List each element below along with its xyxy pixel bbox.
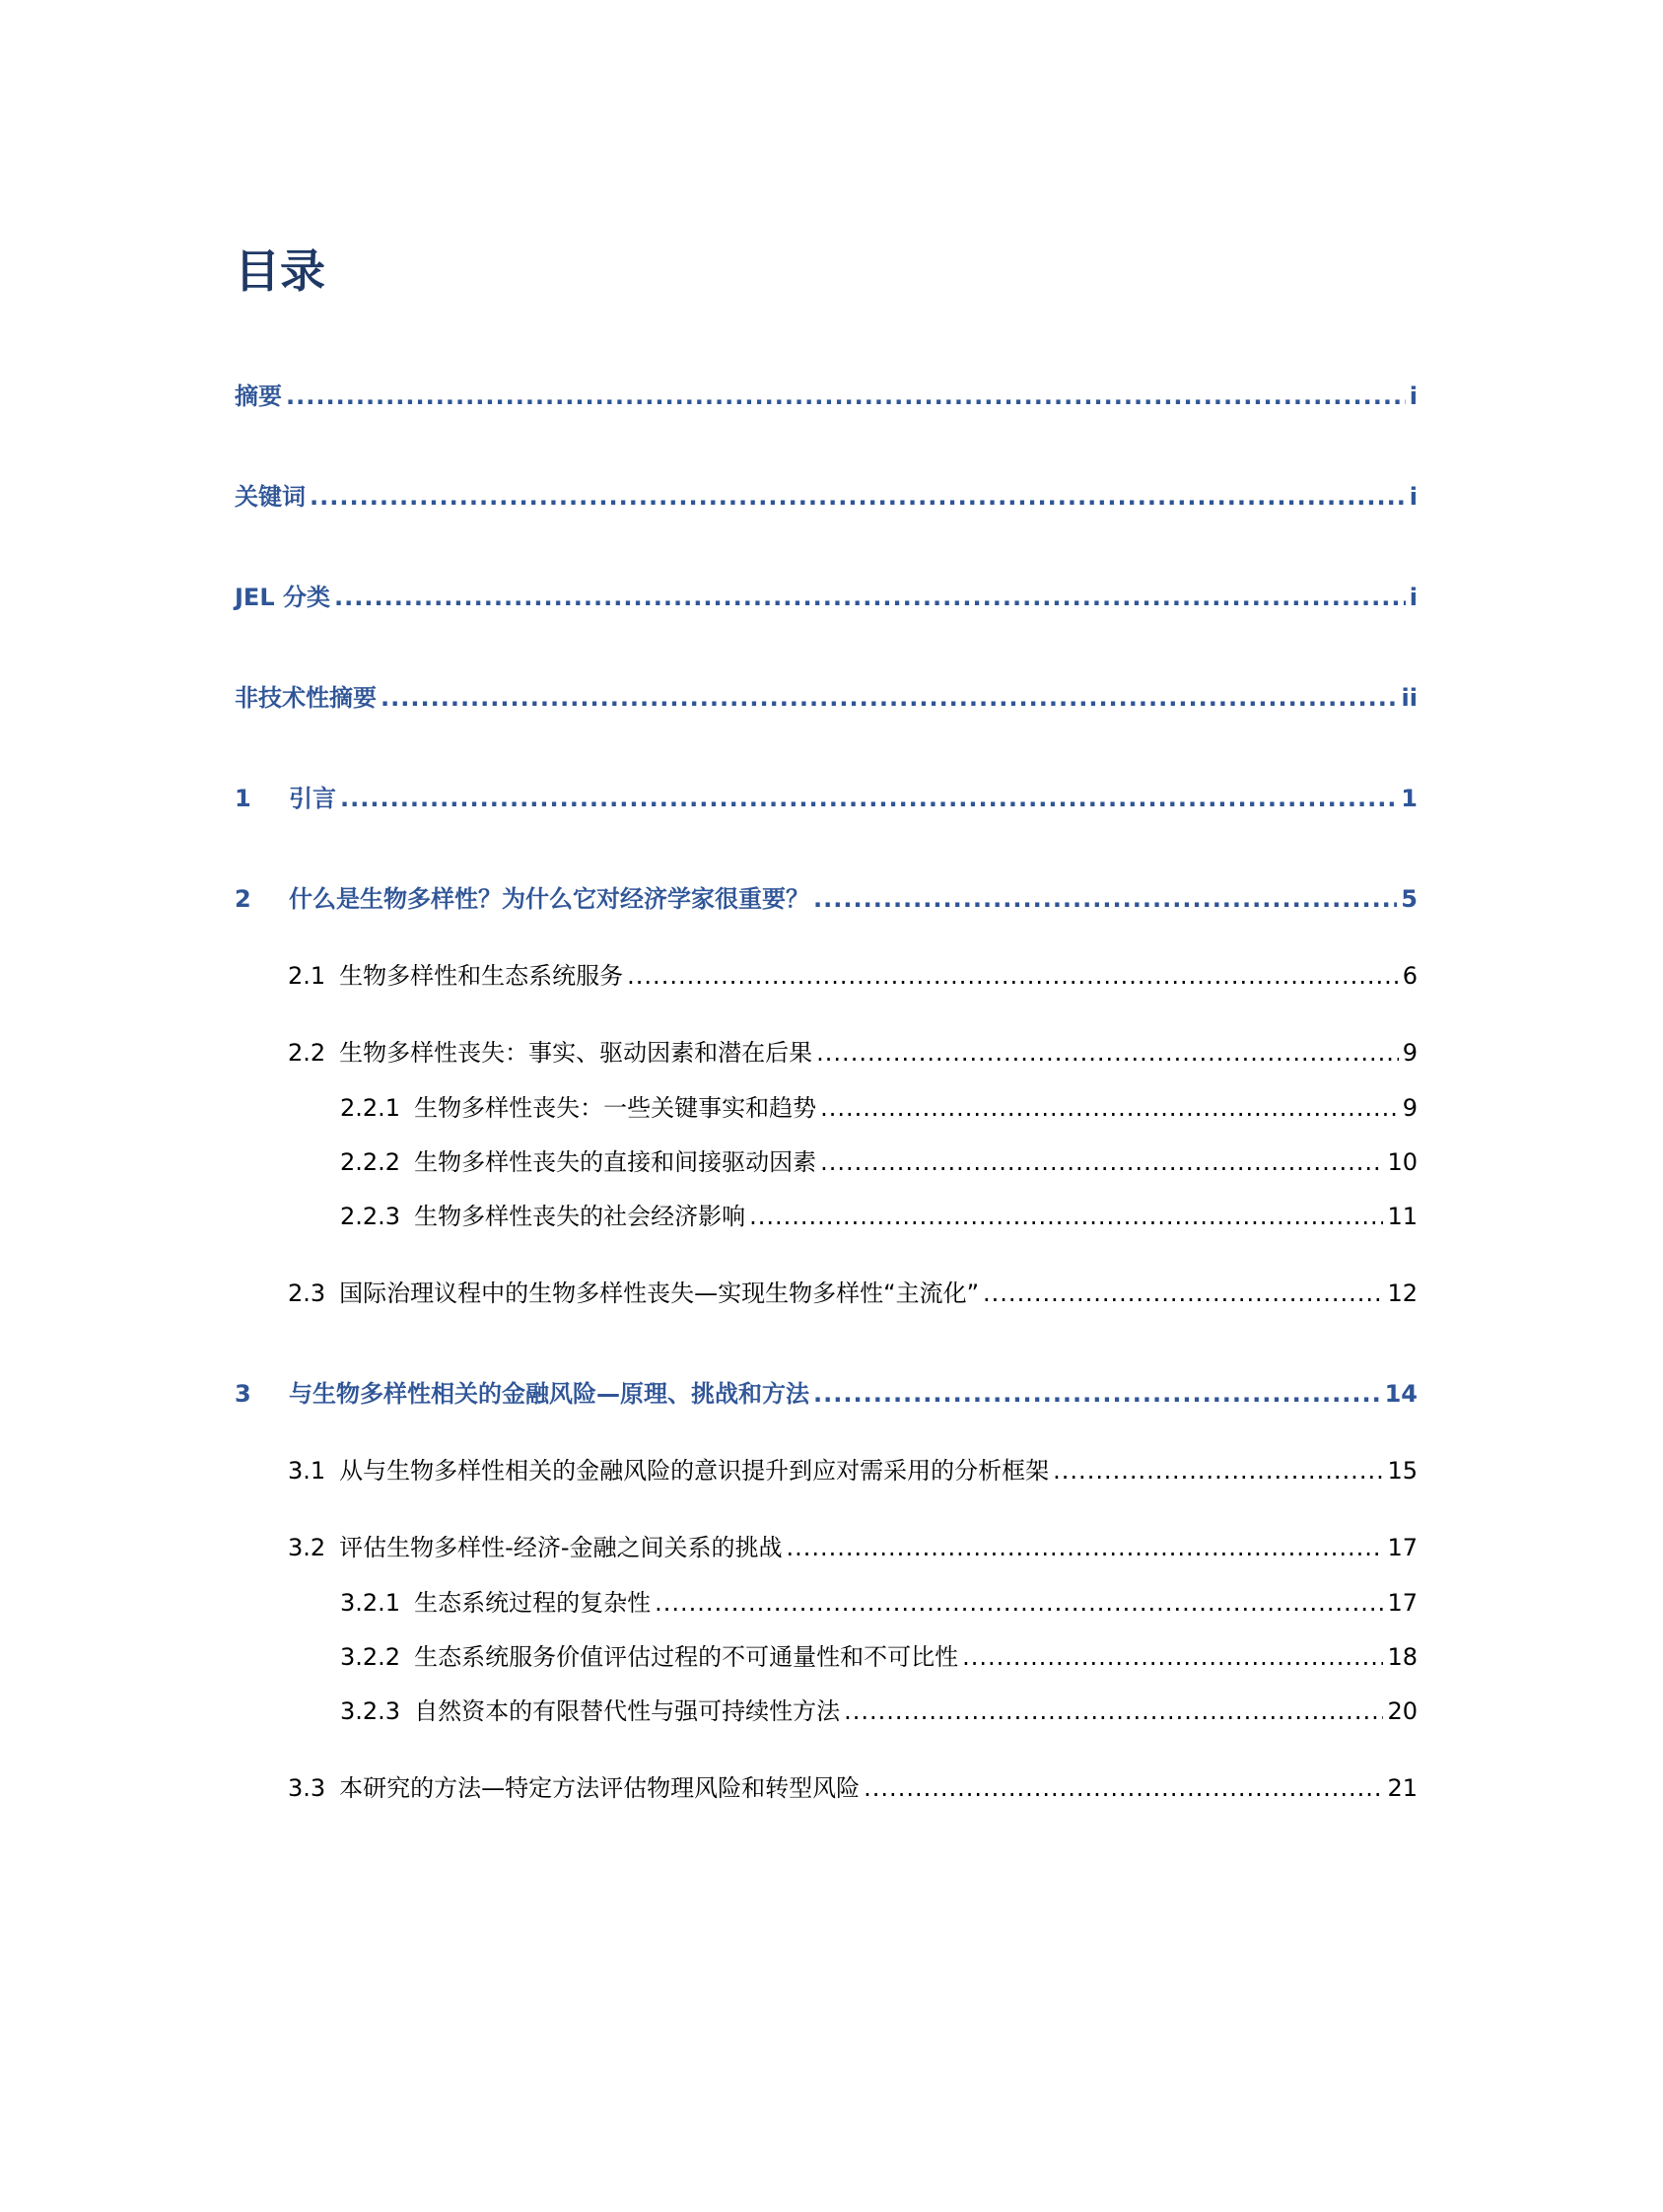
toc-leader xyxy=(820,1094,1399,1122)
toc-page-number: 10 xyxy=(1387,1148,1418,1176)
toc-page-number: 9 xyxy=(1402,1094,1418,1122)
toc-leader xyxy=(820,1148,1383,1176)
toc-entry-section-2-2[interactable] xyxy=(288,1033,1418,1068)
toc-entry-text: 国际治理议程中的生物多样性丧失—实现生物多样性“主流化” xyxy=(339,1279,980,1307)
toc-section-number: 3.2.3 xyxy=(340,1697,401,1725)
toc-entry-section-2[interactable] xyxy=(235,879,1418,914)
toc-entry-section-2-2-2[interactable] xyxy=(340,1142,1418,1177)
toc-section-number: 2.1 xyxy=(288,962,326,990)
toc-leader xyxy=(310,483,1406,511)
toc-leader xyxy=(813,885,1397,913)
toc-page-number: i xyxy=(1409,584,1418,611)
toc-page-number: 6 xyxy=(1402,962,1418,990)
toc-leader xyxy=(286,382,1406,410)
toc-entry-text: 从与生物多样性相关的金融风险的意识提升到应对需采用的分析框架 xyxy=(339,1457,1050,1485)
toc-leader xyxy=(627,962,1399,990)
toc-page-number: 17 xyxy=(1387,1534,1418,1561)
toc-entry-section-3-1[interactable] xyxy=(288,1451,1418,1486)
toc-leader xyxy=(1053,1457,1383,1485)
toc-entry-text: 生物多样性丧失：事实、驱动因素和潜在后果 xyxy=(339,1039,813,1067)
toc-page-number: i xyxy=(1409,382,1418,410)
toc-entry-section-1[interactable] xyxy=(235,779,1418,813)
toc-section-number: 3.1 xyxy=(288,1457,326,1485)
toc-entry-text: 与生物多样性相关的金融风险—原理、挑战和方法 xyxy=(289,1380,809,1408)
toc-section-number: 3 xyxy=(235,1380,251,1408)
toc-entry-text: 生物多样性丧失：一些关键事实和趋势 xyxy=(414,1094,817,1122)
toc-entry-text: 摘要 xyxy=(235,382,282,410)
toc-entry-text: 生态系统服务价值评估过程的不可通量性和不可比性 xyxy=(414,1643,959,1671)
toc-entry-section-2-1[interactable] xyxy=(288,956,1418,991)
toc-section-number: 2.2.3 xyxy=(340,1203,401,1230)
toc-section-number: 1 xyxy=(235,785,251,812)
toc-page-number: 5 xyxy=(1401,885,1418,913)
toc-page-number: 21 xyxy=(1387,1774,1418,1802)
toc-entry-keywords[interactable] xyxy=(235,477,1418,512)
toc-entry-section-3-2-3[interactable] xyxy=(340,1692,1418,1726)
toc-entry-section-3[interactable] xyxy=(235,1374,1418,1409)
toc-section-number: 3.2.1 xyxy=(340,1589,401,1617)
toc-entry-section-3-3[interactable] xyxy=(288,1768,1418,1803)
toc-section-number: 2.2.2 xyxy=(340,1148,401,1176)
toc-leader xyxy=(844,1697,1383,1725)
toc-entry-section-2-2-1[interactable] xyxy=(340,1088,1418,1123)
toc-leader xyxy=(340,785,1397,812)
toc-page-number: 17 xyxy=(1387,1589,1418,1617)
toc-entry-text: 自然资本的有限替代性与强可持续性方法 xyxy=(414,1697,841,1725)
toc-page-number: ii xyxy=(1401,684,1418,712)
toc-page-number: 20 xyxy=(1387,1697,1418,1725)
toc-page-number: i xyxy=(1409,483,1418,511)
toc-page-number: 11 xyxy=(1387,1203,1418,1230)
toc-section-number: 2.3 xyxy=(288,1279,326,1307)
toc-entry-section-2-2-3[interactable] xyxy=(340,1197,1418,1231)
page-title: 目录 xyxy=(235,244,325,298)
toc-entry-jel[interactable] xyxy=(235,578,1418,612)
toc-entry-section-3-2[interactable] xyxy=(288,1528,1418,1562)
toc-leader xyxy=(381,684,1398,712)
toc-section-number: 2.2 xyxy=(288,1039,326,1067)
toc-leader xyxy=(813,1380,1381,1408)
toc-entry-text: JEL 分类 xyxy=(235,584,330,611)
toc-entry-section-2-3[interactable] xyxy=(288,1274,1418,1308)
toc-page-number: 12 xyxy=(1387,1279,1418,1307)
toc-section-number: 2.2.1 xyxy=(340,1094,401,1122)
toc-leader xyxy=(334,584,1406,611)
toc-entry-text: 本研究的方法—特定方法评估物理风险和转型风险 xyxy=(339,1774,861,1802)
toc-page-number: 15 xyxy=(1387,1457,1418,1485)
toc-entry-text: 什么是生物多样性？为什么它对经济学家很重要？ xyxy=(289,885,809,913)
toc-entry-text: 关键词 xyxy=(235,483,306,511)
toc-entry-text: 生物多样性丧失的社会经济影响 xyxy=(414,1203,746,1230)
toc-section-number: 3.2.2 xyxy=(340,1643,401,1671)
toc-page-number: 1 xyxy=(1401,785,1418,812)
toc-entry-section-3-2-2[interactable] xyxy=(340,1637,1418,1672)
toc-leader xyxy=(749,1203,1383,1230)
toc-leader xyxy=(962,1643,1383,1671)
toc-entry-text: 生态系统过程的复杂性 xyxy=(414,1589,652,1617)
toc-entry-text: 生物多样性丧失的直接和间接驱动因素 xyxy=(414,1148,817,1176)
toc-section-number: 3.3 xyxy=(288,1774,326,1802)
toc-page-number: 18 xyxy=(1387,1643,1418,1671)
toc-leader xyxy=(983,1279,1383,1307)
toc-section-number: 2 xyxy=(235,885,251,913)
toc-entry-text: 引言 xyxy=(289,785,336,812)
toc-page-number: 9 xyxy=(1402,1039,1418,1067)
toc-leader xyxy=(655,1589,1383,1617)
toc-entry-text: 评估生物多样性-经济-金融之间关系的挑战 xyxy=(339,1534,783,1561)
toc-section-number: 3.2 xyxy=(288,1534,326,1561)
toc-leader xyxy=(864,1774,1383,1802)
toc-page-number: 14 xyxy=(1384,1380,1418,1408)
toc-leader xyxy=(816,1039,1399,1067)
toc-entry-text: 生物多样性和生态系统服务 xyxy=(339,962,624,990)
toc-leader xyxy=(787,1534,1384,1561)
toc-entry-non-technical-summary[interactable] xyxy=(235,678,1418,713)
toc-entry-section-3-2-1[interactable] xyxy=(340,1583,1418,1618)
toc-entry-abstract[interactable] xyxy=(235,377,1418,411)
toc-entry-text: 非技术性摘要 xyxy=(235,684,377,712)
